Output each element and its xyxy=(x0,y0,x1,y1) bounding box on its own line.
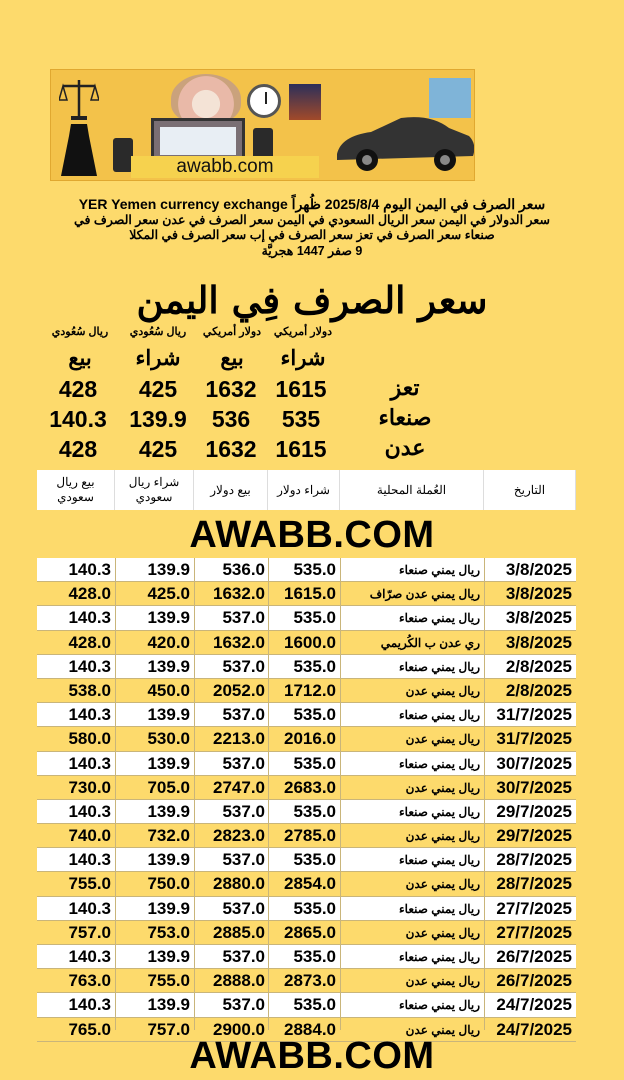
cell-buy-usd: 535.0 xyxy=(293,850,336,870)
table-row xyxy=(37,582,576,606)
intro-line-2: سعر الدولار في اليمن سعر الريال السعودي في اليمن سعر الصرف في عدن سعر الصرف في xyxy=(74,212,550,227)
rate-sar-buy: 425 xyxy=(138,436,178,462)
cell-sell-usd: 537.0 xyxy=(222,995,265,1015)
cell-buy-usd: 535.0 xyxy=(293,608,336,628)
cell-sell-sar: 763.0 xyxy=(68,971,111,991)
cell-date: 27/7/2025 xyxy=(496,922,572,942)
flower-image xyxy=(171,74,241,124)
side-sar-sell: بيع xyxy=(68,347,92,370)
cell-currency: ريال يمني صنعاء xyxy=(399,950,480,964)
intro-line-4: 9 صفر 1447 هجريَّة xyxy=(261,243,363,258)
table-row xyxy=(37,631,576,655)
cell-currency: ريال يمني عدن xyxy=(405,925,480,940)
header-banner xyxy=(50,69,475,181)
rate-usd-sell: 536 xyxy=(211,406,251,432)
table-row xyxy=(37,800,576,824)
city-name: تعز xyxy=(390,375,420,400)
rate-usd-buy: 535 xyxy=(281,406,321,432)
cell-buy-sar: 139.9 xyxy=(147,608,190,628)
column-divider xyxy=(115,558,116,1030)
cell-currency: ريال يمني صنعاء xyxy=(399,611,480,626)
label-usd-sell: دولار أمريكي xyxy=(202,326,262,338)
cell-date: 24/7/2025 xyxy=(496,995,572,1015)
cell-sell-sar: 765.0 xyxy=(68,1019,111,1039)
label-sar-buy: ريال سُعُودي xyxy=(129,326,187,338)
cell-sell-usd: 2900.0 xyxy=(213,1019,265,1039)
table-row xyxy=(37,921,576,945)
cell-sell-usd: 537.0 xyxy=(222,608,265,628)
header-sell-sar: بيع ريال سعودي xyxy=(37,470,115,510)
cell-date: 2/8/2025 xyxy=(505,656,572,676)
cell-date: 26/7/2025 xyxy=(496,971,572,991)
city-name: صنعاء xyxy=(378,405,432,430)
cell-date: 31/7/2025 xyxy=(496,705,572,725)
intro-line-1: سعر الصرف في اليمن اليوم 2025/8/4 ظُهراً YER Yemen currency exchange xyxy=(78,196,546,212)
rate-sar-sell: 428 xyxy=(58,436,98,462)
column-divider xyxy=(340,558,341,1030)
cell-buy-sar: 530.0 xyxy=(147,729,190,749)
cell-buy-usd: 535.0 xyxy=(293,801,336,821)
brand-top: AWABB.COM xyxy=(189,514,435,556)
brand-bottom: AWABB.COM xyxy=(189,1035,435,1077)
cell-buy-usd: 2854.0 xyxy=(284,874,336,894)
header-buy-usd: شراء دولار xyxy=(268,470,340,510)
rate-sar-buy: 425 xyxy=(138,376,178,402)
cell-buy-usd: 535.0 xyxy=(293,995,336,1015)
cell-date: 24/7/2025 xyxy=(496,1019,572,1039)
table-row xyxy=(37,824,576,848)
rate-usd-sell: 1632 xyxy=(205,376,257,402)
rates-table xyxy=(37,558,576,1042)
cell-currency: ري عدن ب الكُريمي xyxy=(380,635,480,650)
cell-buy-sar: 139.9 xyxy=(147,898,190,918)
speaker-icon xyxy=(113,138,133,172)
cell-sell-sar: 140.3 xyxy=(68,705,111,725)
scale-icon xyxy=(59,76,99,122)
cell-sell-sar: 140.3 xyxy=(68,753,111,773)
cell-currency: ريال يمني عدن xyxy=(405,974,480,989)
column-divider xyxy=(484,558,485,1030)
cell-buy-sar: 750.0 xyxy=(147,874,190,894)
cell-currency: ريال يمني صنعاء xyxy=(399,804,480,819)
cell-buy-sar: 139.9 xyxy=(147,656,190,676)
table-row xyxy=(37,679,576,703)
table-row xyxy=(37,897,576,921)
cell-buy-sar: 705.0 xyxy=(147,777,190,797)
table-row xyxy=(37,606,576,630)
cell-buy-usd: 2865.0 xyxy=(284,922,336,942)
cell-currency: ريال يمني صنعاء xyxy=(399,708,480,723)
side-usd-buy: شراء xyxy=(280,347,326,370)
cell-date: 2/8/2025 xyxy=(505,680,572,700)
cell-sell-sar: 428.0 xyxy=(68,584,111,604)
cell-buy-sar: 425.0 xyxy=(147,584,190,604)
cell-buy-sar: 139.9 xyxy=(147,995,190,1015)
city-name: عدن xyxy=(384,435,426,460)
cell-buy-usd: 535.0 xyxy=(293,705,336,725)
cell-sell-sar: 140.3 xyxy=(68,898,111,918)
rate-sar-buy: 139.9 xyxy=(129,406,187,432)
cell-buy-usd: 535.0 xyxy=(293,898,336,918)
rate-usd-sell: 1632 xyxy=(205,436,257,462)
cell-sell-usd: 1632.0 xyxy=(213,632,265,652)
cell-sell-usd: 537.0 xyxy=(222,705,265,725)
table-row xyxy=(37,993,576,1017)
side-usd-sell: بيع xyxy=(220,347,244,370)
label-sar-sell: ريال سُعُودي xyxy=(51,326,109,338)
cell-sell-sar: 740.0 xyxy=(68,826,111,846)
cell-buy-sar: 420.0 xyxy=(147,632,190,652)
cell-sell-usd: 2823.0 xyxy=(213,826,265,846)
cell-sell-sar: 140.3 xyxy=(68,560,111,579)
table-row xyxy=(37,655,576,679)
table-row xyxy=(37,752,576,776)
cell-sell-sar: 140.3 xyxy=(68,608,111,628)
cell-currency: ريال يمني عدن xyxy=(405,829,480,844)
cell-sell-usd: 537.0 xyxy=(222,850,265,870)
cell-sell-sar: 538.0 xyxy=(68,680,111,700)
cell-sell-usd: 536.0 xyxy=(222,560,265,579)
cell-currency: ريال يمني صنعاء xyxy=(399,853,480,868)
cell-buy-usd: 1600.0 xyxy=(284,632,336,652)
cell-date: 3/8/2025 xyxy=(505,584,572,604)
rate-usd-buy: 1615 xyxy=(275,436,327,462)
page-title: سعر الصرف فِي اليمن xyxy=(136,278,488,322)
cell-date: 31/7/2025 xyxy=(496,729,572,749)
cell-buy-sar: 139.9 xyxy=(147,801,190,821)
cell-currency: ريال يمني عدن xyxy=(405,877,480,892)
car-icon xyxy=(331,110,475,174)
cell-sell-usd: 2213.0 xyxy=(213,729,265,749)
rate-sar-sell: 140.3 xyxy=(49,406,107,432)
cell-date: 30/7/2025 xyxy=(496,777,572,797)
cell-buy-usd: 1712.0 xyxy=(284,680,336,700)
photo-image xyxy=(289,84,321,120)
cell-sell-usd: 2885.0 xyxy=(213,922,265,942)
dress-icon xyxy=(59,122,99,178)
table-row xyxy=(37,727,576,751)
cell-date: 29/7/2025 xyxy=(496,801,572,821)
table-row xyxy=(37,848,576,872)
cell-sell-usd: 537.0 xyxy=(222,656,265,676)
table-row xyxy=(37,703,576,727)
table-row xyxy=(37,872,576,896)
cell-currency: ريال يمني عدن xyxy=(405,683,480,698)
column-divider xyxy=(268,558,269,1030)
cell-sell-usd: 2747.0 xyxy=(213,777,265,797)
cell-buy-usd: 1615.0 xyxy=(284,584,336,604)
cell-sell-sar: 140.3 xyxy=(68,947,111,966)
cell-sell-sar: 140.3 xyxy=(68,801,111,821)
cell-buy-sar: 139.9 xyxy=(147,560,190,579)
cell-buy-usd: 535.0 xyxy=(293,753,336,773)
cell-buy-sar: 139.9 xyxy=(147,947,190,966)
table-header xyxy=(37,470,576,510)
cell-currency: ريال يمني عدن صرّاف xyxy=(369,587,480,602)
cell-buy-sar: 755.0 xyxy=(147,971,190,991)
cell-currency: ريال يمني عدن xyxy=(405,732,480,747)
table-row xyxy=(37,776,576,800)
cell-buy-sar: 139.9 xyxy=(147,753,190,773)
cell-buy-usd: 535.0 xyxy=(293,656,336,676)
cell-buy-sar: 732.0 xyxy=(147,826,190,846)
cell-sell-usd: 2052.0 xyxy=(213,680,265,700)
cell-buy-usd: 535.0 xyxy=(293,560,336,579)
side-sar-buy: شراء xyxy=(135,347,181,370)
cell-buy-sar: 139.9 xyxy=(147,705,190,725)
cell-buy-usd: 2016.0 xyxy=(284,729,336,749)
cell-currency: ريال يمني صنعاء xyxy=(399,998,480,1013)
cell-sell-sar: 580.0 xyxy=(68,729,111,749)
cell-sell-usd: 537.0 xyxy=(222,753,265,773)
cell-buy-usd: 2785.0 xyxy=(284,826,336,846)
rate-sar-sell: 428 xyxy=(58,376,98,402)
cell-buy-usd: 2873.0 xyxy=(284,971,336,991)
cell-sell-sar: 730.0 xyxy=(68,777,111,797)
cell-currency: ريال يمني صنعاء xyxy=(399,901,480,916)
cell-date: 3/8/2025 xyxy=(505,608,572,628)
cell-sell-sar: 140.3 xyxy=(68,656,111,676)
cell-currency: ريال يمني عدن xyxy=(405,1022,480,1037)
intro-text xyxy=(12,197,612,259)
cell-currency: ريال يمني صنعاء xyxy=(399,563,480,577)
table-row xyxy=(37,969,576,993)
header-date: التاريخ xyxy=(484,470,576,510)
cell-currency: ريال يمني صنعاء xyxy=(399,756,480,771)
cell-date: 30/7/2025 xyxy=(496,753,572,773)
label-usd-buy: دولار أمريكي xyxy=(273,326,333,338)
cell-sell-usd: 537.0 xyxy=(222,898,265,918)
cell-sell-usd: 537.0 xyxy=(222,801,265,821)
header-sell-usd: بيع دولار xyxy=(194,470,268,510)
header-buy-sar: شراء ريال سعودي xyxy=(115,470,194,510)
cell-buy-sar: 753.0 xyxy=(147,922,190,942)
table-row xyxy=(37,945,576,969)
cell-buy-sar: 757.0 xyxy=(147,1019,190,1039)
cell-date: 26/7/2025 xyxy=(496,947,572,966)
cell-buy-sar: 139.9 xyxy=(147,850,190,870)
cell-sell-sar: 140.3 xyxy=(68,850,111,870)
cell-buy-sar: 450.0 xyxy=(147,680,190,700)
cell-sell-usd: 1632.0 xyxy=(213,584,265,604)
cell-date: 28/7/2025 xyxy=(496,874,572,894)
cell-sell-sar: 140.3 xyxy=(68,995,111,1015)
cell-date: 3/8/2025 xyxy=(505,632,572,652)
column-divider xyxy=(194,558,195,1030)
clock-icon xyxy=(247,84,281,118)
cell-sell-usd: 2888.0 xyxy=(213,971,265,991)
cell-sell-sar: 428.0 xyxy=(68,632,111,652)
cell-date: 27/7/2025 xyxy=(496,898,572,918)
cell-date: 3/8/2025 xyxy=(505,560,572,579)
cell-sell-usd: 537.0 xyxy=(222,947,265,966)
cell-date: 29/7/2025 xyxy=(496,826,572,846)
cell-buy-usd: 2884.0 xyxy=(284,1019,336,1039)
cell-currency: ريال يمني عدن xyxy=(405,780,480,795)
intro-line-3: صنعاء سعر الصرف في تعز سعر الصرف في إب سعر الصرف في المكلا xyxy=(129,228,495,242)
cell-sell-usd: 2880.0 xyxy=(213,874,265,894)
cell-sell-sar: 755.0 xyxy=(68,874,111,894)
cell-buy-usd: 535.0 xyxy=(293,947,336,966)
cell-buy-usd: 2683.0 xyxy=(284,777,336,797)
header-currency: العُملة المحلية xyxy=(340,470,484,510)
table-row xyxy=(37,558,576,582)
cell-currency: ريال يمني صنعاء xyxy=(399,659,480,674)
banner-site-text: awabb.com xyxy=(131,156,319,178)
cell-sell-sar: 757.0 xyxy=(68,922,111,942)
rate-usd-buy: 1615 xyxy=(275,376,327,402)
cell-date: 28/7/2025 xyxy=(496,850,572,870)
